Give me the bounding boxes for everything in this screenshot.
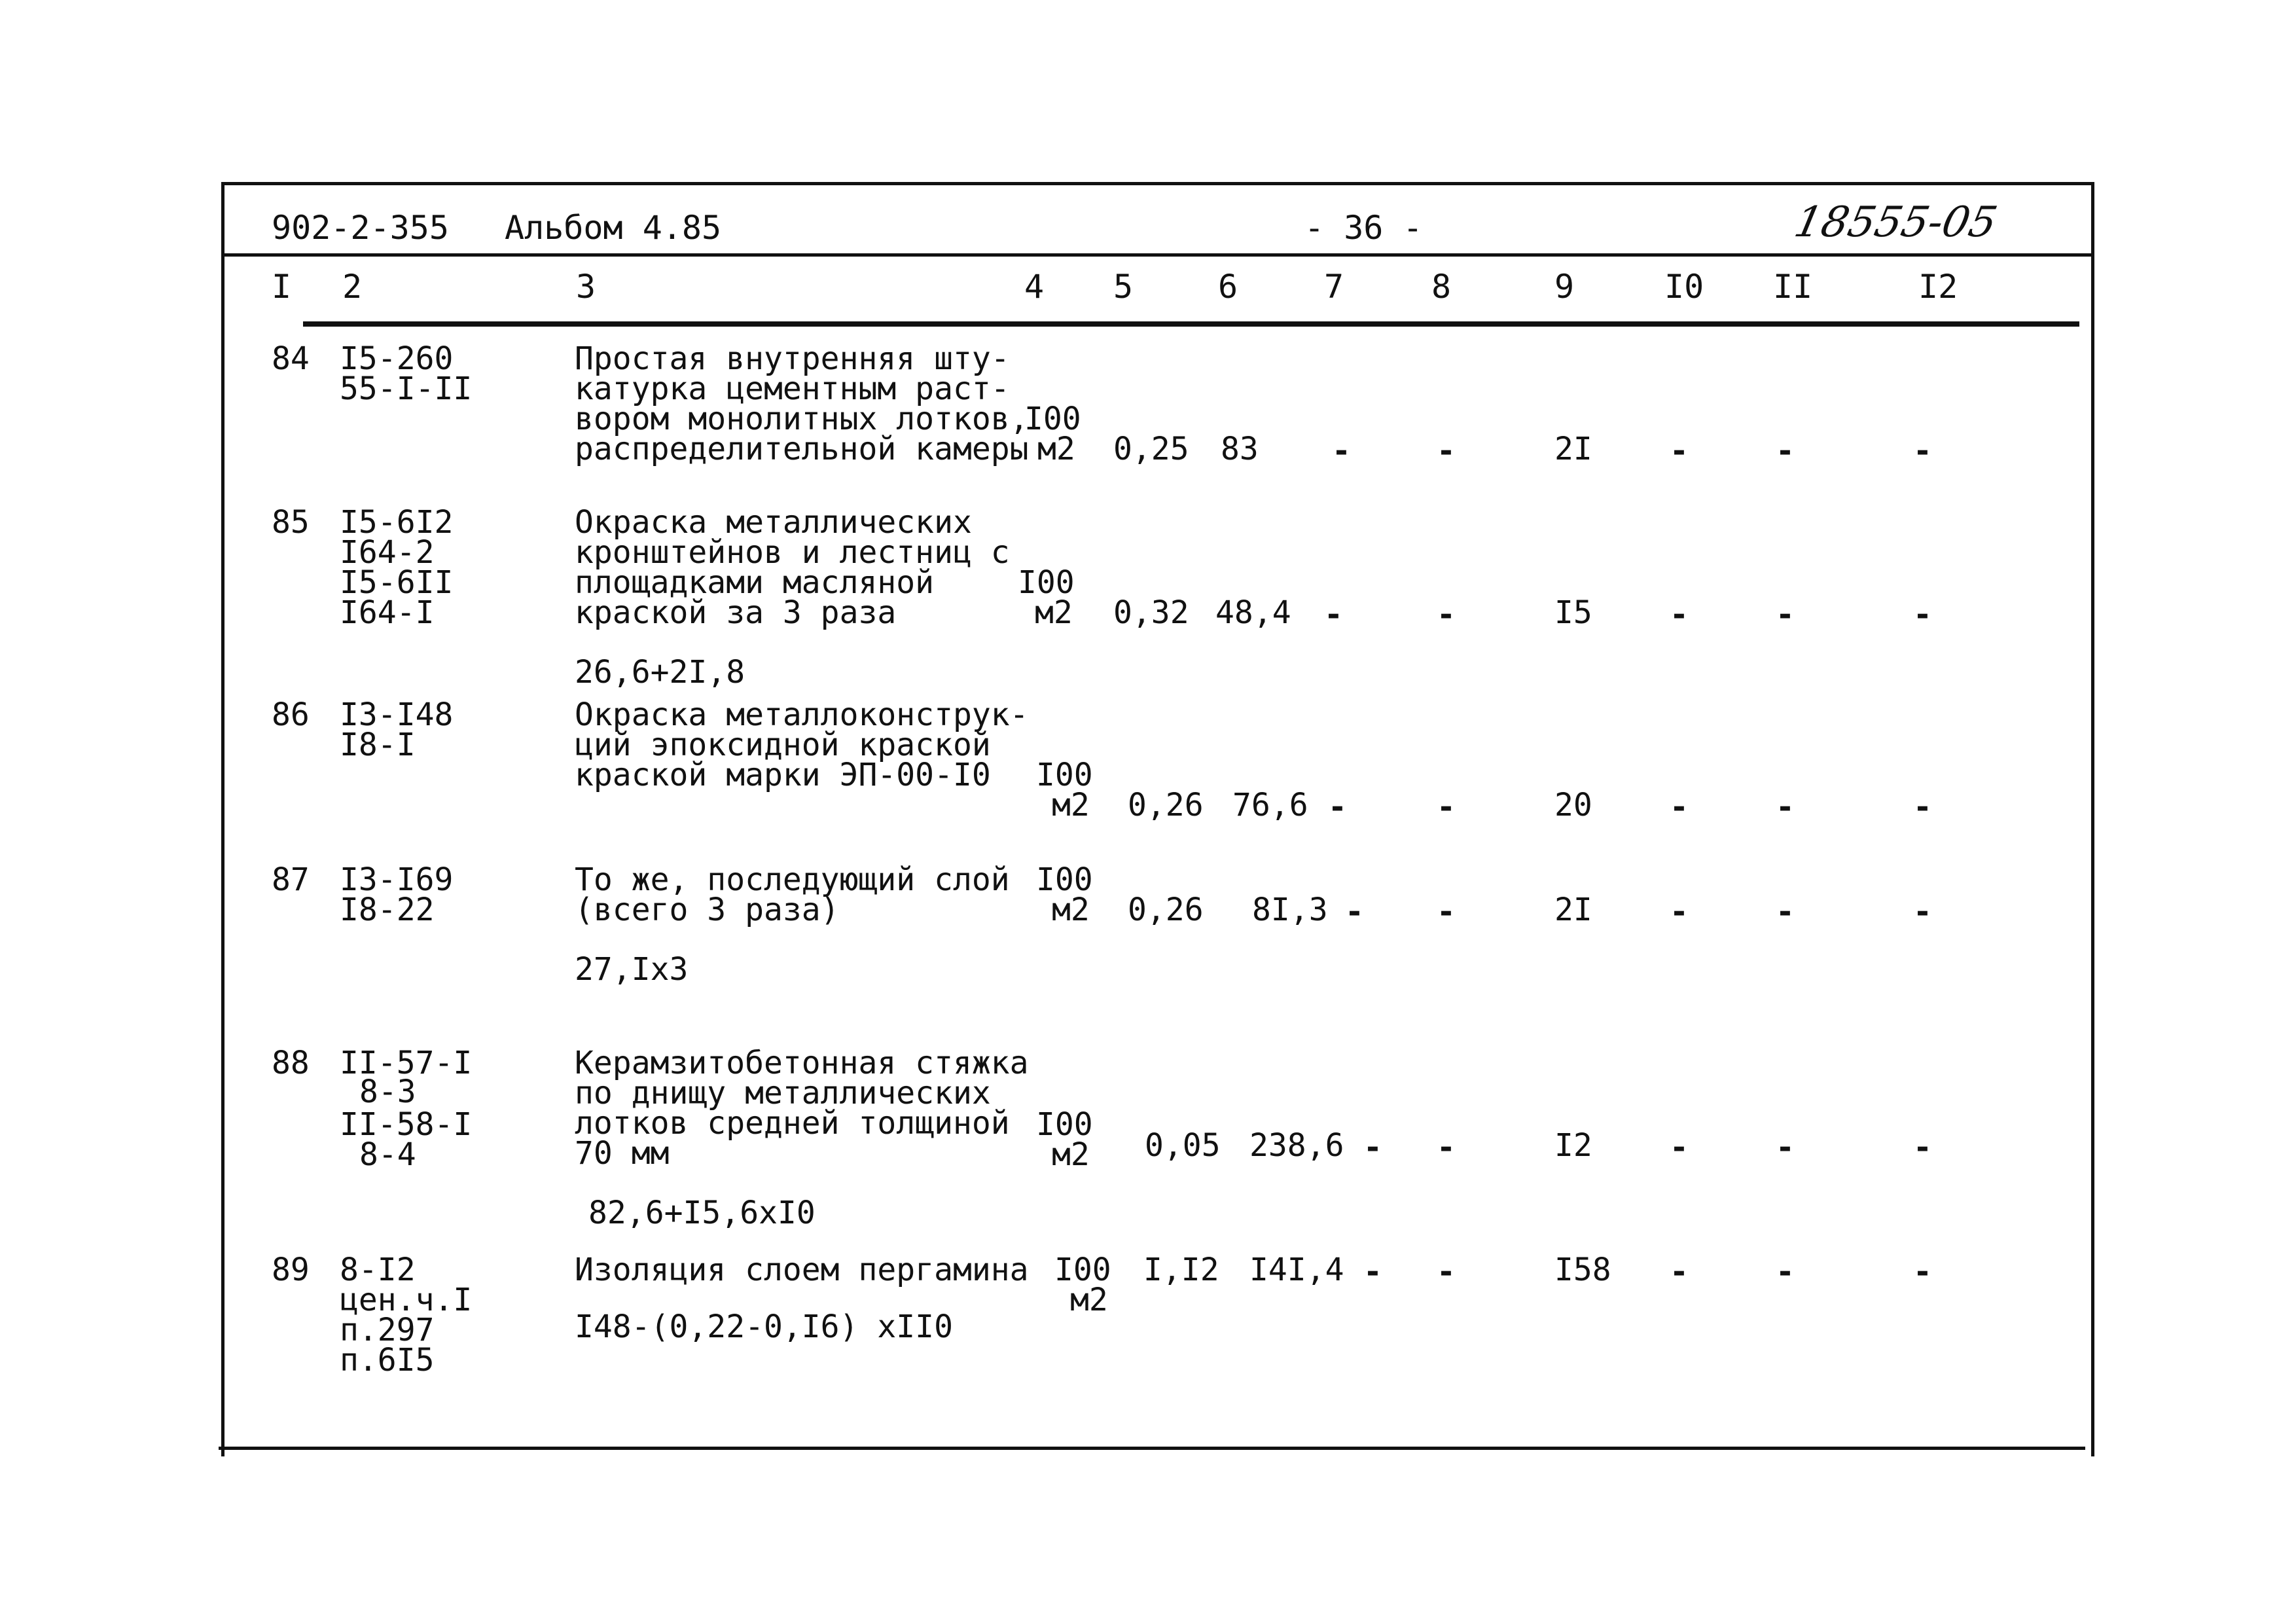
- row-86-ref-2: I8-I: [340, 727, 416, 763]
- row-84-number: 84: [272, 340, 310, 377]
- row-88-col7: -: [1363, 1129, 1382, 1166]
- row-89-ref-1: 8-I2: [340, 1252, 416, 1288]
- row-84-quantity: 0,25: [1113, 431, 1189, 467]
- row-88-ref-2: 8-3: [359, 1074, 416, 1110]
- row-89-col11: -: [1776, 1254, 1795, 1290]
- row-84-col9: 2I: [1554, 431, 1592, 467]
- row-87-calculation: 27,Iх3: [575, 951, 689, 988]
- row-85-col12: -: [1913, 596, 1932, 633]
- row-85-quantity: 0,32: [1113, 594, 1189, 631]
- album-label: Альбом 4.85: [505, 209, 722, 247]
- row-87-quantity: 0,26: [1128, 892, 1204, 928]
- row-87-col12: -: [1913, 893, 1932, 930]
- row-85-col9: I5: [1554, 594, 1592, 631]
- column-header-11: II: [1773, 268, 1813, 306]
- row-89-ref-3: п.297: [340, 1312, 435, 1348]
- row-86-quantity: 0,26: [1128, 787, 1204, 823]
- row-84-ref-2: 55-I-II: [340, 370, 473, 407]
- row-86-col12: -: [1913, 789, 1932, 825]
- row-87-unit-amount: I00: [1036, 861, 1093, 898]
- row-87-description: То же, последующий слой (всего 3 раза): [575, 861, 1010, 928]
- row-86-col8: -: [1437, 789, 1456, 825]
- row-85-col8: -: [1437, 596, 1456, 633]
- row-87-col9: 2I: [1554, 892, 1592, 928]
- row-89-col12: -: [1913, 1254, 1932, 1290]
- row-86-col6: 76,6: [1232, 787, 1308, 823]
- row-85-unit-amount: I00: [1018, 564, 1075, 601]
- row-84-col6: 83: [1221, 431, 1259, 467]
- row-85-col6: 48,4: [1215, 594, 1291, 631]
- row-85-col7: -: [1324, 596, 1343, 633]
- page-number: - 36 -: [1304, 209, 1423, 247]
- document-code: 902-2-355: [272, 209, 449, 247]
- row-86-col9: 20: [1554, 787, 1592, 823]
- row-89-col6: I4I,4: [1249, 1252, 1344, 1288]
- row-87-ref-2: I8-22: [340, 892, 435, 928]
- row-85-ref-1: I5-6I2: [340, 504, 454, 541]
- row-88-col11: -: [1776, 1129, 1795, 1166]
- row-88-number: 88: [272, 1045, 310, 1081]
- column-header-2: 2: [342, 268, 363, 306]
- row-87-col7: -: [1345, 893, 1364, 930]
- row-88-unit-amount: I00: [1036, 1106, 1093, 1143]
- row-84-unit-amount: I00: [1024, 401, 1081, 437]
- handwritten-number: 18555-05: [1790, 198, 2001, 247]
- frame-bottom-border: [219, 1447, 2085, 1450]
- row-85-number: 85: [272, 504, 310, 541]
- column-header-3: 3: [576, 268, 596, 306]
- row-89-col10: -: [1670, 1254, 1689, 1290]
- row-85-ref-4: I64-I: [340, 594, 435, 631]
- row-88-ref-3: II-58-I: [340, 1106, 473, 1143]
- row-87-col8: -: [1437, 893, 1456, 930]
- row-85-calculation: 26,6+2I,8: [575, 654, 745, 691]
- row-89-ref-4: п.6I5: [340, 1342, 435, 1379]
- header-divider: [224, 253, 2091, 257]
- row-84-col11: -: [1776, 433, 1795, 469]
- row-85-col10: -: [1670, 596, 1689, 633]
- row-86-unit-measure: м2: [1052, 787, 1090, 823]
- row-87-col6: 8I,3: [1252, 892, 1328, 928]
- row-87-number: 87: [272, 861, 310, 898]
- row-86-col7: -: [1328, 789, 1347, 825]
- row-87-unit-measure: м2: [1052, 892, 1090, 928]
- row-88-ref-1: II-57-I: [340, 1045, 473, 1081]
- column-header-5: 5: [1113, 268, 1134, 306]
- row-88-description: Керамзитобетонная стяжка по днищу металлических лотков средней толщиной 70 мм: [575, 1045, 1029, 1172]
- row-88-ref-4: 8-4: [359, 1136, 416, 1173]
- column-header-12: I2: [1918, 268, 1958, 306]
- document-frame: [221, 182, 2094, 1456]
- row-84-col8: -: [1437, 433, 1456, 469]
- row-89-ref-2: цен.ч.I: [340, 1282, 473, 1318]
- row-89-description: Изоляция слоем пергамина: [575, 1252, 1029, 1288]
- row-86-number: 86: [272, 696, 310, 733]
- column-header-7: 7: [1324, 268, 1344, 306]
- column-header-4: 4: [1024, 268, 1045, 306]
- row-84-col12: -: [1913, 433, 1932, 469]
- row-89-calculation: I48-(0,22-0,I6) хII0: [575, 1308, 953, 1345]
- row-88-quantity: 0,05: [1145, 1127, 1221, 1164]
- column-header-9: 9: [1554, 268, 1575, 306]
- row-84-ref-1: I5-260: [340, 340, 454, 377]
- row-86-col10: -: [1670, 789, 1689, 825]
- row-89-unit-measure: м2: [1070, 1282, 1108, 1318]
- row-86-description: Окраска металлоконструк- ций эпоксидной краской краской марки ЭП-00-I0: [575, 696, 1029, 793]
- row-86-unit-amount: I00: [1036, 757, 1093, 793]
- row-88-col9: I2: [1554, 1127, 1592, 1164]
- column-header-8: 8: [1431, 268, 1452, 306]
- row-89-col7: -: [1363, 1254, 1382, 1290]
- column-header-divider: [303, 321, 2079, 327]
- column-header-1: I: [272, 268, 292, 306]
- row-89-unit-amount: I00: [1054, 1252, 1111, 1288]
- column-header-6: 6: [1218, 268, 1238, 306]
- row-88-unit-measure: м2: [1052, 1136, 1090, 1173]
- row-87-col10: -: [1670, 893, 1689, 930]
- row-88-col10: -: [1670, 1129, 1689, 1166]
- row-85-ref-2: I64-2: [340, 534, 435, 571]
- row-84-unit-measure: м2: [1037, 431, 1075, 467]
- row-88-col6: 238,6: [1249, 1127, 1344, 1164]
- row-88-col8: -: [1437, 1129, 1456, 1166]
- column-header-10: I0: [1664, 268, 1704, 306]
- row-85-ref-3: I5-6II: [340, 564, 454, 601]
- row-85-unit-measure: м2: [1035, 594, 1073, 631]
- row-86-col11: -: [1776, 789, 1795, 825]
- row-89-number: 89: [272, 1252, 310, 1288]
- row-85-description: Окраска металлических кронштейнов и лестниц с площадками масляной краской за 3 раза: [575, 504, 1010, 631]
- row-88-calculation: 82,6+I5,6хI0: [588, 1195, 816, 1231]
- row-88-col12: -: [1913, 1129, 1932, 1166]
- row-85-col11: -: [1776, 596, 1795, 633]
- row-86-ref-1: I3-I48: [340, 696, 454, 733]
- row-89-col8: -: [1437, 1254, 1456, 1290]
- row-84-col7: -: [1332, 433, 1351, 469]
- row-89-quantity: I,I2: [1143, 1252, 1219, 1288]
- row-87-col11: -: [1776, 893, 1795, 930]
- row-87-ref-1: I3-I69: [340, 861, 454, 898]
- row-84-description: Простая внутренняя шту- катурка цементным раст- вором монолитных лотков, распределительной камеры: [575, 340, 1029, 467]
- row-84-col10: -: [1670, 433, 1689, 469]
- row-89-col9: I58: [1554, 1252, 1611, 1288]
